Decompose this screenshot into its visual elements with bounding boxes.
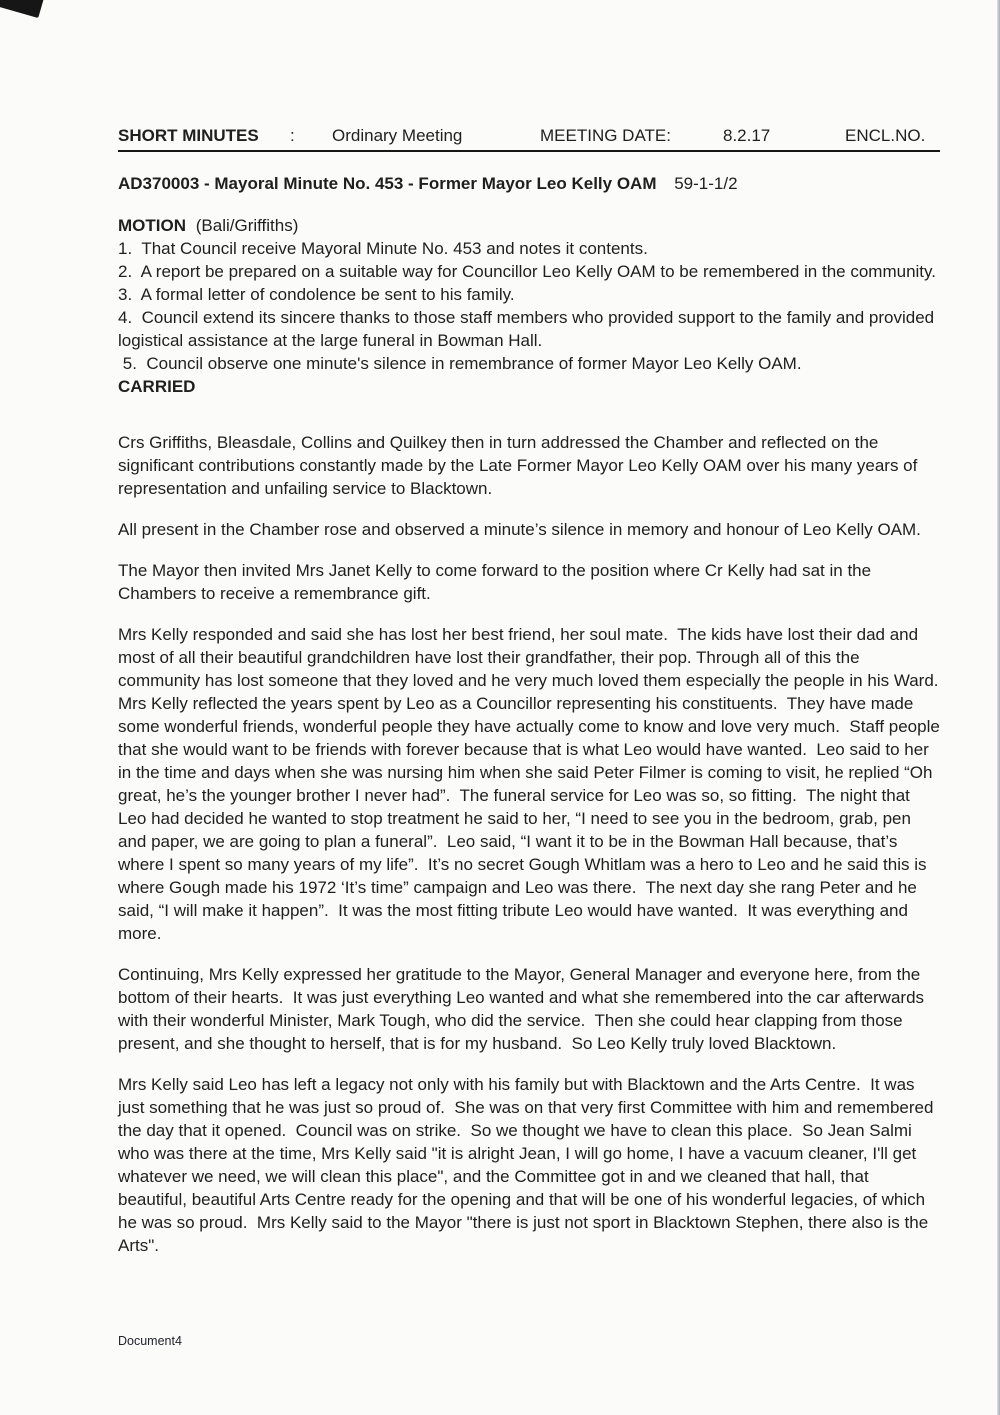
paragraph-mayor-invitation: The Mayor then invited Mrs Janet Kelly to come forward to the position where Cr Kelly had sat in the Chambers to receive a remembrance gift. [118, 561, 876, 603]
meeting-date-label: MEETING DATE: [540, 126, 671, 145]
motion-item-2: 2. A report be prepared on a suitable way for Councillor Leo Kelly OAM to be remembered in the community. [118, 262, 936, 281]
paragraph-gratitude: Continuing, Mrs Kelly expressed her gratitude to the Mayor, General Manager and everyone here, from the bottom of their hearts. It was just everything Leo wanted and what she remembered into the car afterwards with their wonderful Minister, Mark Tough, who did the service. Then she could hear clapping from those present, and she thought to herself, that is for my husband. So Leo Kelly truly loved Blacktown. [118, 965, 929, 1053]
document-footer-label: Document4 [118, 1334, 182, 1348]
motion-result: CARRIED [118, 377, 196, 396]
motion-item-1: 1. That Council receive Mayoral Minute No. 453 and notes it contents. [118, 239, 648, 258]
minutes-header-row [118, 124, 940, 152]
motion-label: MOTION [118, 216, 186, 235]
paragraph-mrs-kelly-response: Mrs Kelly responded and said she has lost her best friend, her soul mate. The kids have lost their dad and most of all their beautiful grandchildren have lost their grandfather, their pop. Through all of this the community has lost someone that they loved and he very much loved them especially the people in his Ward. Mrs Kelly reflected the years spent by Leo as a Councillor representing his constituents. They have made some wonderful friends, wonderful people they have actually come to know and love very much. Staff people that she would want to be friends with forever because that is what Leo would have wanted. Leo said to her in the time and days when she was nursing him when she said Peter Filmer is coming to visit, he replied “Oh great, he’s the younger brother I never had”. The funeral service for Leo was so, so fitting. The night that Leo had decided he wanted to stop treatment he said to her, “I need to see you in the bedroom, grab, pen and paper, we are going to plan a funeral”. Leo said, “I want it to be in the Bowman Hall because, that’s where I spent so many years of my life”. It’s no secret Gough Whitlam was a hero to Leo and he said this is where Gough made his 1972 ‘It’s time” campaign and Leo was there. The next day she rang Peter and he said, “I will make it happen”. It was the most fitting tribute Leo would have wanted. It was everything and more. [118, 625, 948, 943]
paragraph-minutes-silence: All present in the Chamber rose and observed a minute’s silence in memory and honour of Leo Kelly OAM. [118, 520, 921, 539]
motion-item-4: 4. Council extend its sincere thanks to those staff members who provided support to the family and provided logistical assistance at the large funeral in Bowman Hall. [118, 308, 939, 350]
header-colon: : [290, 126, 295, 145]
motion-item-5: 5. Council observe one minute's silence in remembrance of former Mayor Leo Kelly OAM. [118, 354, 802, 373]
motion-movers: (Bali/Griffiths) [195, 216, 299, 235]
paragraph-councillors-tributes: Crs Griffiths, Bleasdale, Collins and Quilkey then in turn addressed the Chamber and reflected on the significant contributions constantly made by the Late Former Mayor Leo Kelly OAM over his many years of representation and unfailing service to Blacktown. [118, 433, 923, 498]
short-minutes-label: SHORT MINUTES [118, 126, 259, 145]
file-reference-number: 59-1-1/2 [674, 174, 738, 193]
meeting-date-value: 8.2.17 [723, 126, 771, 145]
item-title-text: AD370003 - Mayoral Minute No. 453 - Former Mayor Leo Kelly OAM [118, 174, 657, 193]
document-content [118, 124, 948, 1257]
paragraph-legacy-arts-centre: Mrs Kelly said Leo has left a legacy not only with his family but with Blacktown and the Arts Centre. It was just something that he was just so proud of. She was on that very first Committee with him and remembered the day that it opened. Council was on strike. So we thought we have to clean this place. So Jean Salmi who was there at the time, Mrs Kelly said "it is alright Jean, I will go home, I have a vacuum cleaner, I'll get whatever we need, we will clean this place", and the Committee got in and we cleaned that hall, that beautiful, beautiful Arts Centre ready for the opening and that will be one of his wonderful legacies, of which he was so proud. Mrs Kelly said to the Mayor "there is just not sport in Blacktown Stephen, there also is the Arts". [118, 1075, 939, 1255]
motion-heading [118, 214, 940, 237]
enclosure-number-label: ENCL.NO. [845, 126, 926, 145]
meeting-type: Ordinary Meeting [332, 126, 463, 145]
scan-artifact-corner-mark [0, 0, 44, 18]
item-title [118, 172, 940, 195]
motion-item-3: 3. A formal letter of condolence be sent to his family. [118, 285, 515, 304]
